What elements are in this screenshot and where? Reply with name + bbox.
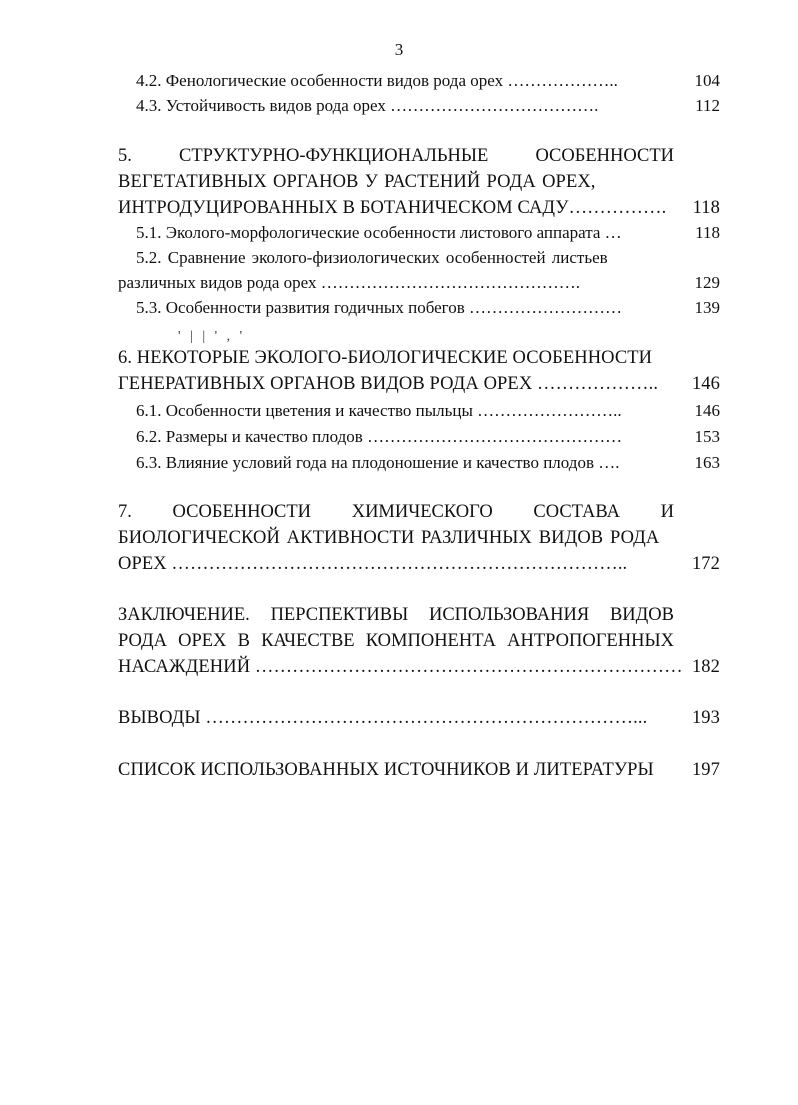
word: КОМПОНЕНТА (365, 631, 496, 651)
word: КАЧЕСТВЕ (261, 631, 355, 651)
toc-page-chapter-7: 172 (691, 554, 720, 574)
page-number: 3 (394, 40, 404, 59)
toc-entry-4-2[interactable]: 4.2. Фенологические особенности видов рода орех ……………….. (136, 71, 618, 90)
toc-entry-5-1[interactable]: 5.1. Эколого-морфологические особенности листового аппарата … (136, 223, 622, 242)
toc-page-6-3: 163 (694, 453, 720, 472)
toc-entry-5-3[interactable]: 5.3. Особенности развития годичных побегов ……………………… (136, 298, 622, 317)
word: СТРУКТУРНО-ФУНКЦИОНАЛЬНЫЕ (179, 146, 489, 166)
toc-page-findings: 193 (691, 708, 720, 728)
word: ОРЕХ (178, 631, 227, 651)
word: ОСОБЕННОСТИ (535, 146, 674, 166)
toc-chapter-5-line2[interactable]: ВЕГЕТАТИВНЫХ ОРГАНОВ У РАСТЕНИЙ РОДА ОРЕХ, (118, 172, 596, 192)
word: РОДА (118, 631, 167, 651)
word: В (237, 631, 250, 651)
toc-chapter-7-line2[interactable]: БИОЛОГИЧЕСКОЙ АКТИВНОСТИ РАЗЛИЧНЫХ ВИДОВ РОДА (118, 528, 660, 548)
word: АНТРОПОГЕННЫХ (507, 631, 674, 651)
toc-chapter-7-line1[interactable] (118, 503, 674, 522)
word: ПЕРСПЕКТИВЫ (270, 605, 409, 625)
toc-chapter-6-line1[interactable]: 6. НЕКОТОРЫЕ ЭКОЛОГО-БИОЛОГИЧЕСКИЕ ОСОБЕННОСТИ (118, 348, 653, 368)
toc-page-conclusion: 182 (691, 657, 720, 677)
toc-conclusion-line1[interactable] (118, 606, 674, 625)
toc-entry-4-3[interactable]: 4.3. Устойчивость видов рода орех ………………………………. (136, 96, 599, 115)
word: 5. (118, 146, 132, 166)
toc-page-5-2: 129 (694, 273, 720, 292)
toc-page-6-2: 153 (694, 427, 720, 446)
toc-page-chapter-6: 146 (691, 374, 720, 394)
toc-conclusion-line3[interactable]: НАСАЖДЕНИЙ …………………………………………………………… (118, 657, 683, 677)
toc-references[interactable]: СПИСОК ИСПОЛЬЗОВАННЫХ ИСТОЧНИКОВ И ЛИТЕРАТУРЫ (118, 760, 654, 780)
word: ОСОБЕННОСТИ (172, 502, 312, 522)
word: СОСТАВА (533, 502, 620, 522)
toc-entry-6-1[interactable]: 6.1. Особенности цветения и качество пыльцы …………………….. (136, 401, 622, 420)
toc-entry-5-2-line2[interactable]: различных видов рода орех ………………………………………. (118, 273, 580, 292)
toc-chapter-5-line3[interactable]: ИНТРОДУЦИРОВАННЫХ В БОТАНИЧЕСКОМ САДУ……………. (118, 198, 667, 218)
toc-entry-6-2[interactable]: 6.2. Размеры и качество плодов ……………………………………… (136, 427, 623, 446)
toc-entry-6-3[interactable]: 6.3. Влияние условий года на плодоношение и качество плодов …. (136, 453, 620, 472)
toc-page-4-3: 112 (695, 96, 720, 115)
toc-page-5-3: 139 (694, 298, 720, 317)
toc-chapter-6-line2[interactable]: ГЕНЕРАТИВНЫХ ОРГАНОВ ВИДОВ РОДА ОРЕХ ……………….. (118, 374, 659, 394)
toc-findings[interactable]: ВЫВОДЫ ……………………………………………………………... (118, 708, 648, 728)
toc-chapter-5-line1[interactable] (118, 147, 674, 166)
scan-artifact: ' | | ' , ' (178, 329, 246, 344)
toc-chapter-7-line3[interactable]: ОРЕХ ……………………………………………………………….. (118, 554, 628, 574)
word: 7. (118, 502, 132, 522)
toc-entry-5-2-line1[interactable]: 5.2. Сравнение эколого-физиологических особенностей листьев (136, 248, 608, 267)
word: ХИМИЧЕСКОГО (351, 502, 493, 522)
word: ИСПОЛЬЗОВАНИЯ (428, 605, 590, 625)
toc-page-references: 197 (691, 760, 720, 780)
toc-conclusion-line2[interactable] (118, 632, 674, 651)
toc-page-chapter-5: 118 (692, 198, 720, 218)
toc-page-6-1: 146 (694, 401, 720, 420)
toc-page-4-2: 104 (694, 71, 720, 90)
word: И (660, 502, 674, 522)
word: ЗАКЛЮЧЕНИЕ. (118, 605, 250, 625)
word: ВИДОВ (609, 605, 674, 625)
toc-page-5-1: 118 (695, 223, 720, 242)
